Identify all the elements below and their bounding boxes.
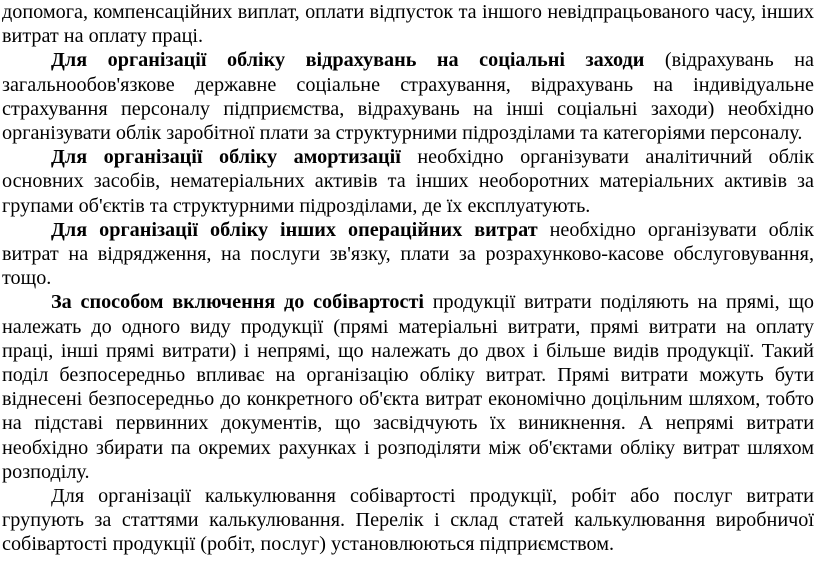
paragraph-text: допомога, компенсаційних виплат, оплати відпусток та іншого невідпрацьованого часу, інших витрат на оплату праці.: [2, 1, 814, 48]
paragraph-lead: Для організації обліку інших операційних витрат: [51, 218, 538, 241]
paragraph-social-deductions: [2, 48, 814, 145]
paragraph-lead: Для організації обліку амортизації: [51, 146, 401, 169]
paragraph-other-operating-costs: [2, 218, 814, 291]
paragraph-text: необхідно організувати облік витрат на відрядження, на послуги зв'язку, плати за розрахунково-касове обслуговування, тощо.: [2, 218, 814, 290]
paragraph-text: продукції витрати поділяють на прямі, що належать до одного виду продукції (прямі матеріальні витрати, прямі витрати на оплату праці, інші прямі витрати) і непрямі, що належать до двох і більше видів продукції. Такий поділ безпосередньо впливає на організацію обліку витрат. Прямі витрати можуть бути віднесені безпосередньо до конкретного об'єкта витрат економічно доцільним шляхом, тобто на підставі первинних документів, що засвідчують їх виникнення. А непрямі витрати необхідно збирати па окремих рахунках і розподіляти між об'єктами обліку витрат шляхом розподілу.: [2, 291, 814, 483]
paragraph-costing: [2, 484, 814, 557]
paragraph-cost-inclusion: [2, 290, 814, 484]
paragraph-text: (відрахувань на загальнообов'язкове державне соціальне страхування, відрахувань на індивідуальне страхування персоналу підприємства, відрахувань на інші соціальні заходи) необхідно організувати облік заробітної плати за структурними підрозділами та категоріями персоналу.: [2, 49, 814, 145]
paragraph-text: необхідно організувати аналітичний облік основних засобів, нематеріальних активів та інших необоротних матеріальних активів за групами об'єктів та структурними підрозділами, де їх експлуатують.: [2, 146, 815, 217]
paragraph-lead: Для організації обліку відрахувань на соціальні заходи: [51, 49, 645, 72]
paragraph-amortization: [2, 145, 814, 218]
paragraph-continuation: [2, 0, 814, 48]
paragraph-lead: За способом включення до собівартості: [51, 291, 425, 314]
paragraph-text: Для організації калькулювання собівартості продукції, робіт або послуг витрати групують за статтями калькулювання. Перелік і склад статей калькулювання виробничої собівартості продукції (робіт, послуг) установлюються підприємством.: [2, 485, 814, 556]
